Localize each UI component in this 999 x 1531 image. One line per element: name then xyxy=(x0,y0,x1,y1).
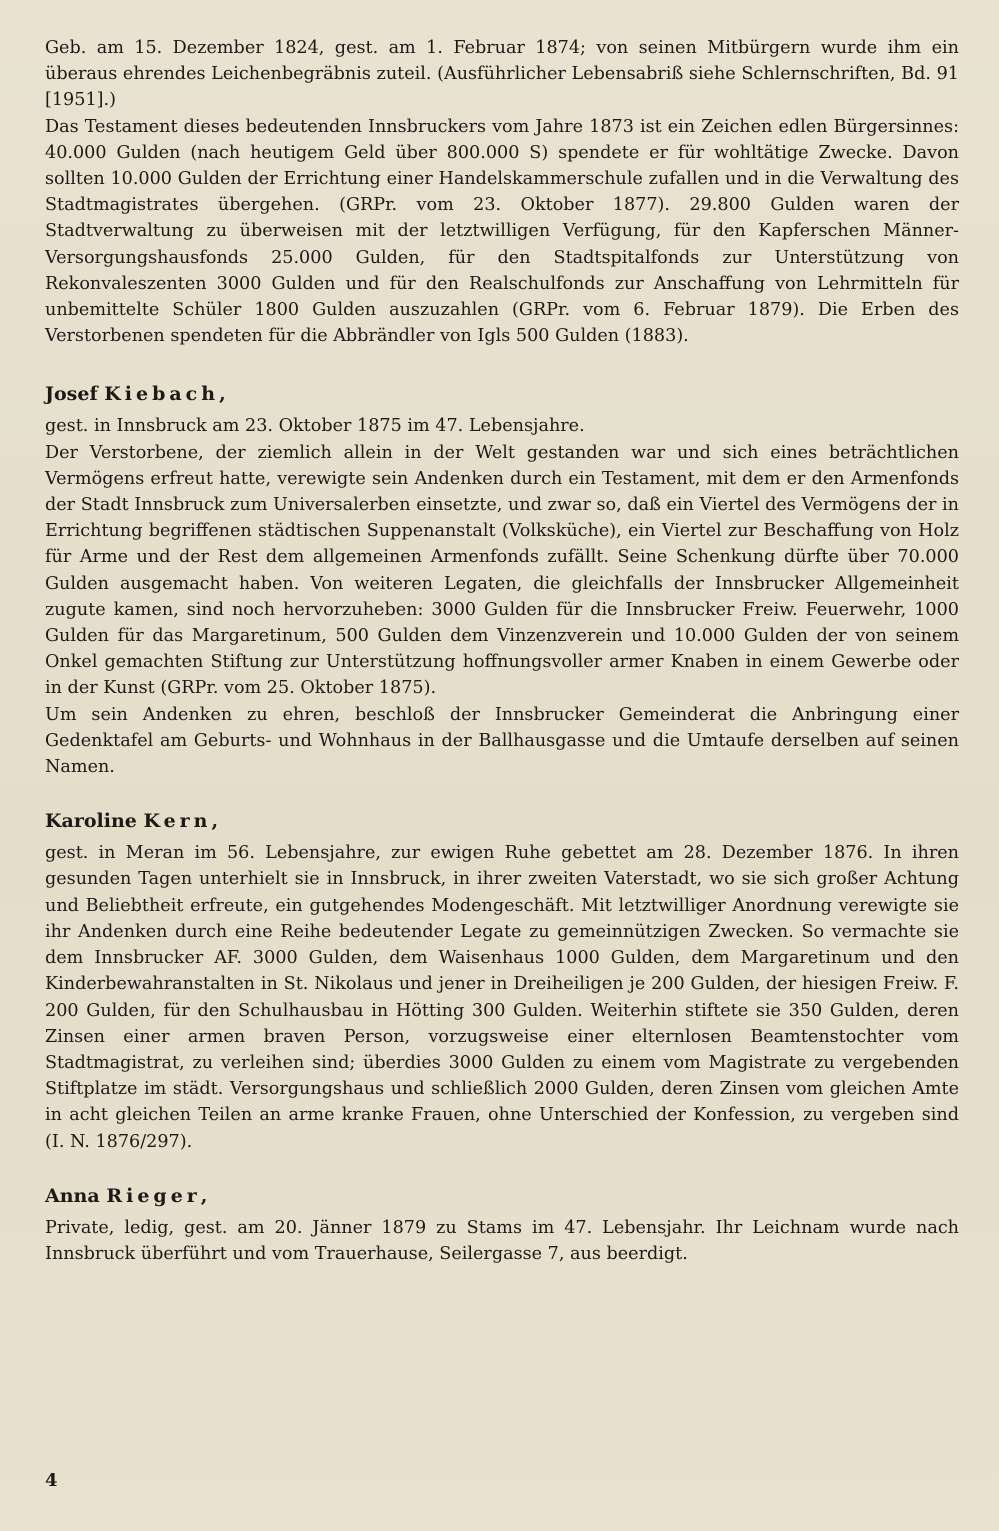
entry-given-name: Anna xyxy=(45,1184,100,1207)
entry-kiebach xyxy=(45,381,959,780)
entry-paragraph: gest. in Meran im 56. Lebensjahre, zur ewigen Ruhe gebettet am 28. Dezember 1876. In ihren gesunden Tagen unterhielt sie in Innsbruck, in ihrer zweiten Vaterstadt, wo sie sich großer Achtung und Beliebtheit erfreute, ein gutgehendes Modengeschäft. Mit letztwilliger Anordnung verewigte sie ihr Andenken durch eine Reihe bedeutender Legate zu gemeinnützigen Zwecken. So vermachte sie dem Innsbrucker AF. 3000 Gulden, dem Waisenhaus 1000 Gulden, dem Margaretinum und den Kinderbewahranstalten in St. Nikolaus und jener in Dreiheiligen je 200 Gulden, der hiesigen Freiw. F. 200 Gulden, für den Schulhausbau in Hötting 300 Gulden. Weiterhin stiftete sie 350 Gulden, deren Zinsen einer armen braven Person, vorzugsweise einer elternlosen Beamtenstochter vom Stadtmagistrat, zu verleihen sind; überdies 3000 Gulden zu einem vom Magistrate zu vergebenden Stiftplatze im städt. Versorgungshaus und schließlich 2000 Gulden, deren Zinsen vom gleichen Amte in acht gleichen Teilen an arme kranke Frauen, ohne Unterschied der Konfession, zu vergeben sind (I. N. 1876/297). xyxy=(45,843,959,1152)
entry-rieger xyxy=(45,1183,959,1267)
entry-surname: Rieger xyxy=(106,1184,201,1207)
entry-paragraph: Um sein Andenken zu ehren, beschloß der Innsbrucker Gemeinderat die Anbringung einer Gedenktafel am Geburts- und Wohnhaus in der Ballhausgasse und die Umtaufe derselben auf seinen Namen. xyxy=(45,704,959,778)
entry-kern xyxy=(45,808,959,1154)
entry-heading: Josef Kiebach, xyxy=(45,383,226,406)
entry-given-name: Karoline xyxy=(45,810,137,833)
intro-section xyxy=(45,35,959,349)
entry-paragraph: Der Verstorbene, der ziemlich allein in der Welt gestanden war und sich eines beträchtlichen Vermögens erfreut hatte, verewigte sein Andenken durch ein Testament, mit dem er den Armenfonds der Stadt Innsbruck zum Universalerben einsetzte, und zwar so, daß ein Viertel des Vermögens der in Errichtung begriffenen städtischen Suppenanstalt (Volksküche), ein Viertel zur Beschaffung von Holz für Arme und der Rest dem allgemeinen Armenfonds zufällt. Seine Schenkung dürfte über 70.000 Gulden ausgemacht haben. Von weiteren Legaten, die gleichfalls der Innsbrucker Allgemeinheit zugute kamen, sind noch hervorzuheben: 3000 Gulden für die Innsbrucker Freiw. Feuerwehr, 1000 Gulden für das Margaretinum, 500 Gulden dem Vinzenzverein und 10.000 Gulden der von seinem Onkel gemachten Stiftung zur Unterstützung hoffnungsvoller armer Knaben in einem Gewerbe oder in der Kunst (GRPr. vom 25. Oktober 1875). xyxy=(45,442,959,699)
page-number: 4 xyxy=(45,1470,58,1491)
entry-surname: Kiebach xyxy=(104,383,220,406)
entry-surname: Kern xyxy=(143,810,212,833)
entry-given-name: Josef xyxy=(45,383,98,406)
entry-heading: Anna Rieger, xyxy=(45,1184,208,1207)
entry-paragraph: gest. in Innsbruck am 23. Oktober 1875 im 47. Lebensjahre. xyxy=(45,416,585,437)
intro-paragraph: Das Testament dieses bedeutenden Innsbruckers vom Jahre 1873 ist ein Zeichen edlen Bürgersinnes: 40.000 Gulden (nach heutigem Geld über 800.000 S) spendete er für wohltätige Zwecke. Davon sollten 10.000 Gulden der Errichtung einer Handelskammerschule zufallen und in die Verwaltung des Stadtmagistrates übergehen. (GRPr. vom 23. Oktober 1877). 29.800 Gulden waren der Stadtverwaltung zu überweisen mit der letztwilligen Verfügung, für den Kapferschen Männer-Versorgungshausfonds 25.000 Gulden, für den Stadtspitalfonds zur Unterstützung von Rekonvaleszenten 3000 Gulden und für den Realschulfonds zur Anschaffung von Lehrmitteln für unbemittelte Schüler 1800 Gulden auszuzahlen (GRPr. vom 6. Februar 1879). Die Erben des Verstorbenen spendeten für die Abbrändler von Igls 500 Gulden (1883). xyxy=(45,116,959,347)
entry-paragraph: Private, ledig, gest. am 20. Jänner 1879 zu Stams im 47. Lebensjahr. Ihr Leichnam wurde nach Innsbruck überführt und vom Trauerhause, Seilergasse 7, aus beerdigt. xyxy=(45,1217,959,1264)
intro-paragraph: Geb. am 15. Dezember 1824, gest. am 1. Februar 1874; von seinen Mitbürgern wurde ihm ein überaus ehrendes Leichenbegräbnis zuteil. (Ausführlicher Lebensabriß siehe Schlernschriften, Bd. 91 [1951].) xyxy=(45,38,959,111)
entry-heading: Karoline Kern, xyxy=(45,810,219,833)
